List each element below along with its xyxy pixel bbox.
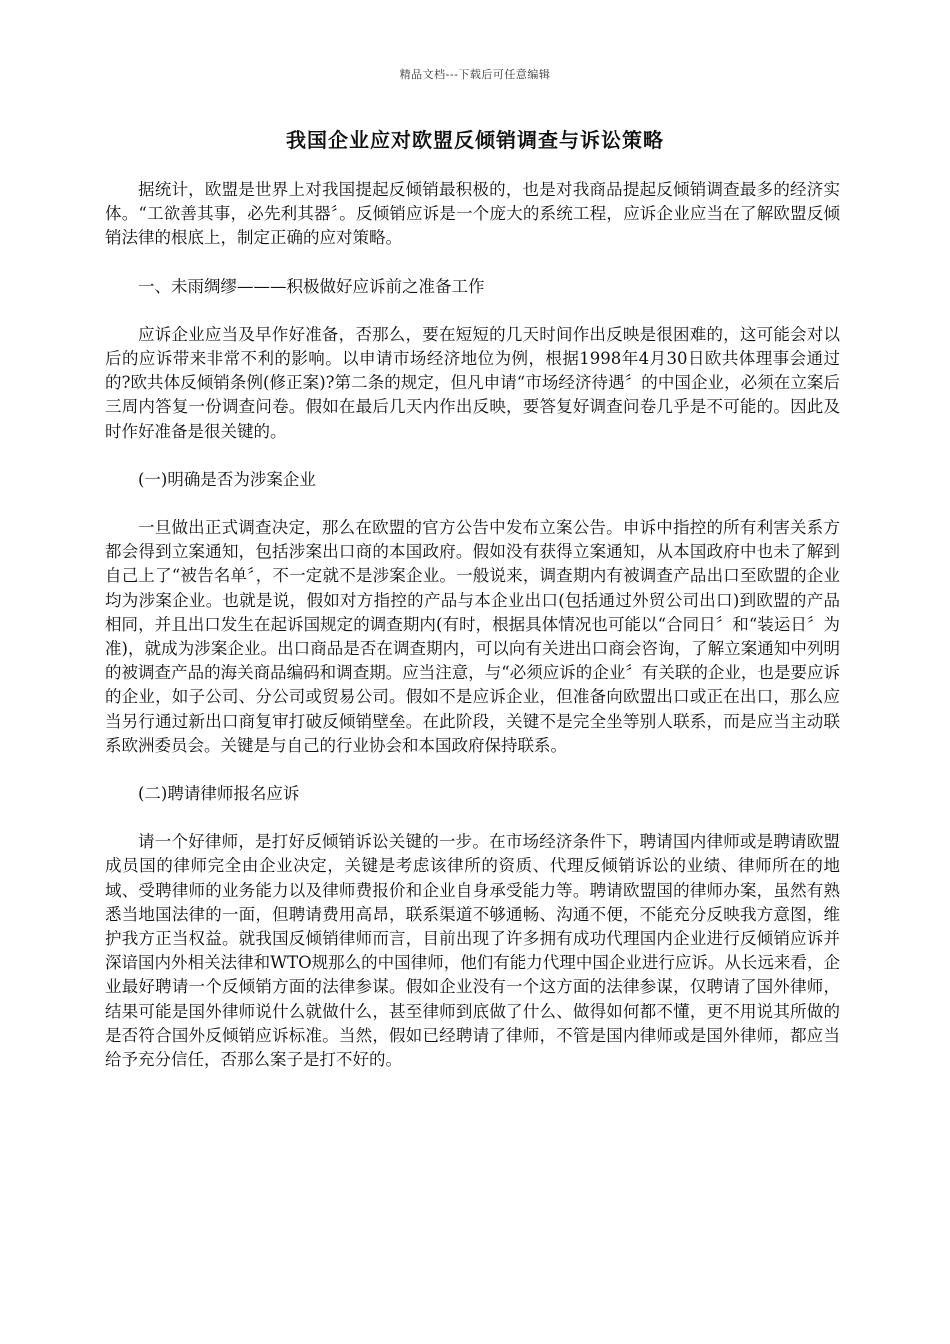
paragraph-hire-lawyer: 请一个好律师，是打好反倾销诉讼关键的一步。在市场经济条件下，聘请国内律师或是聘请欧盟成员国的律师完全由企业决定，关键是考虑该律所的资质、代理反倾销诉讼的业绩、律师所在的地域、受聘律师的业务能力以及律师费报价和企业自身承受能力等。聘请欧盟国的律师办案，虽然有熟悉当地国法律的一面，但聘请费用高昂，联系渠道不够通畅、沟通不便，不能充分反映我方意图，维护我方正当权益。就我国反倾销律师而言，目前出现了许多拥有成功代理国内企业进行反倾销应诉并深谙国内外相关法律和WTO规那么的中国律师，他们有能力代理中国企业进行应诉。从长远来看，企业最好聘请一个反倾销方面的法律参谋。假如企业没有一个这方面的法律参谋，仅聘请了国外律师，结果可能是国外律师说什么就做什么，甚至律师到底做了什么、做得如何都不懂，更不用说其所做的是否符合国外反倾销应诉标准。当然，假如已经聘请了律师，不管是国内律师或是国外律师，都应当给予充分信任，否那么案子是打不好的。 bbox=[105, 832, 840, 1070]
subsection-heading-2: (二)聘请律师报名应诉 bbox=[138, 784, 300, 804]
section-heading-1: 一、未雨绸缪———积极做好应诉前之准备工作 bbox=[138, 276, 485, 296]
paragraph-involved-enterprise: 一旦做出正式调查决定，那么在欧盟的官方公告中发布立案公告。申诉中指控的所有利害关系方都会得到立案通知，包括涉案出口商的本国政府。假如没有获得立案通知，从本国政府中也未了解到自己上了“被告名单〞，不一定就不是涉案企业。一般说来，调查期内有被调查产品出口至欧盟的企业均为涉案企业。也就是说，假如对方指控的产品与本企业出口(包括通过外贸公司出口)到欧盟的产品相同，并且出口发生在起诉国规定的调查期内(有时，根据具体情况也可能以“合同日〞和“装运日〞为准)，就成为涉案企业。出口商品是否在调查期内，可以向有关进出口商会咨询，了解立案通知中列明的被调查产品的海关商品编码和调查期。应当注意，与“必须应诉的企业〞有关联的企业，也是要应诉的企业，如子公司、分公司或贸易公司。假如不是应诉企业，但准备向欧盟出口或正在出口，那么应当另行通过新出口商复审打破反倾销壁垒。在此阶段，关键不是完全坐等别人联系，而是应当主动联系欧洲委员会。关键是与自己的行业协会和本国政府保持联系。 bbox=[105, 518, 840, 755]
paragraph-preparation: 应诉企业应当及早作好准备，否那么，要在短短的几天时间作出反映是很困难的，这可能会对以后的应诉带来非常不利的影响。以申请市场经济地位为例，根据1998年4月30日欧共体理事会通过的?欧共体反倾销条例(修正案)?第二条的规定，但凡申请“市场经济待遇〞的中国企业，必须在立案后三周内答复一份调查问卷。假如在最后几天内作出反映，要答复好调查问卷几乎是不可能的。因此及时作好准备是很关键的。 bbox=[105, 324, 840, 441]
header-note: 精品文档---下载后可任意编辑 bbox=[399, 68, 551, 81]
paragraph-intro: 据统计，欧盟是世界上对我国提起反倾销最积极的，也是对我商品提起反倾销调查最多的经济实体。“工欲善其事，必先利其器〞。反倾销应诉是一个庞大的系统工程，应诉企业应当在了解欧盟反倾销法律的根底上，制定正确的应对策略。 bbox=[105, 180, 840, 248]
document-body bbox=[105, 178, 840, 1096]
subsection-heading-1: (一)明确是否为涉案企业 bbox=[138, 469, 316, 489]
document-title: 我国企业应对欧盟反倾销调查与诉讼策略 bbox=[286, 128, 664, 152]
